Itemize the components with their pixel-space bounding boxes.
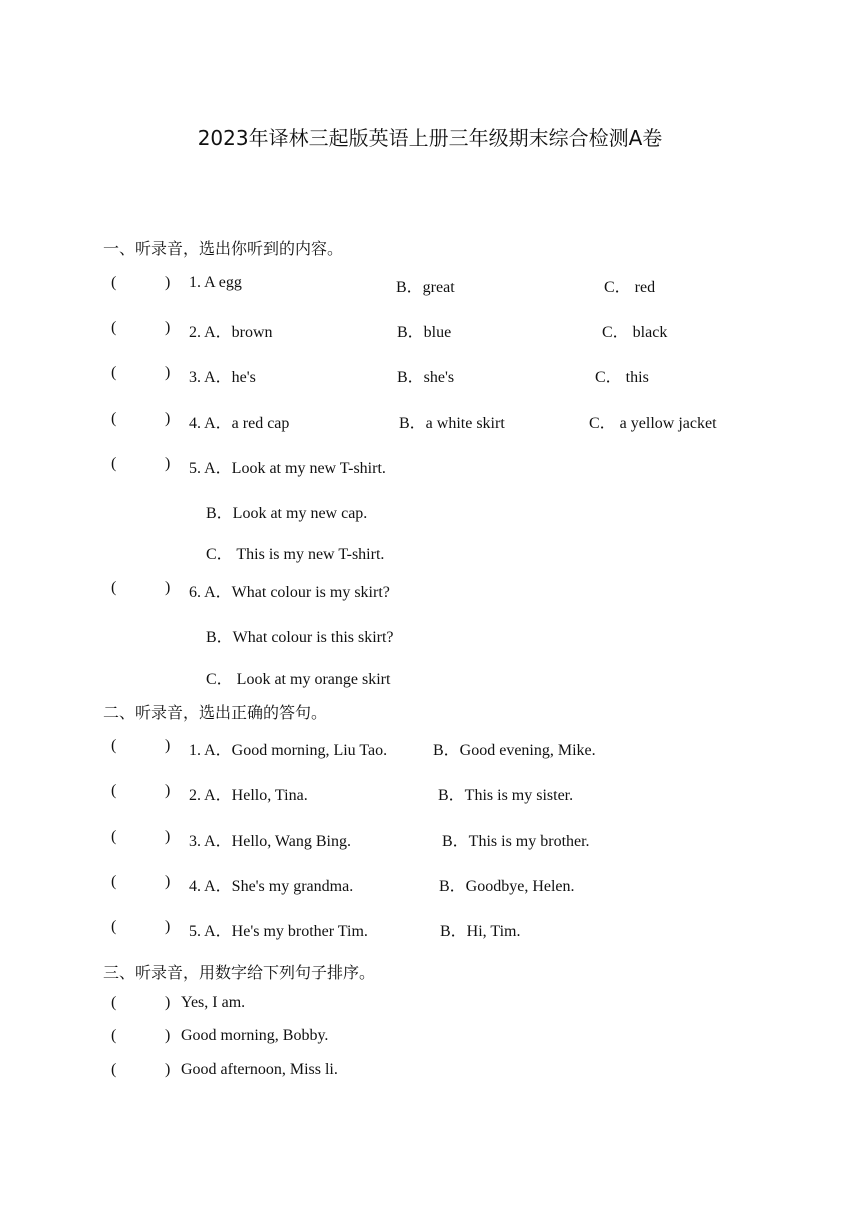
s3-sentence-2	[0, 1027, 860, 1049]
answer-paren-open: (	[111, 828, 117, 845]
answer-paren-open: (	[111, 1061, 117, 1078]
s3-sentence-text: Good afternoon, Miss li.	[181, 1061, 338, 1078]
answer-paren-open: (	[111, 455, 117, 472]
s1-q1-option-b: B．great	[396, 279, 455, 296]
answer-paren-close: )	[165, 364, 171, 381]
s1-question-2	[0, 319, 860, 341]
answer-paren-open: (	[111, 319, 117, 336]
s1-q3-option-b: B．she's	[397, 369, 455, 386]
s2-question-1	[0, 737, 860, 759]
s1-question-4	[0, 410, 860, 432]
answer-paren-close: )	[165, 579, 171, 596]
s1-q3-option-c: C． this	[595, 369, 649, 386]
answer-paren-open: (	[111, 782, 117, 799]
answer-paren-close: )	[165, 994, 171, 1011]
s3-sentence-text: Good morning, Bobby.	[181, 1027, 329, 1044]
answer-paren-open: (	[111, 737, 117, 754]
s1-q4-option-a: 4. A．a red cap	[189, 415, 290, 432]
answer-paren-open: (	[111, 918, 117, 935]
s1-q5-option-b: B．Look at my new cap.	[206, 505, 368, 522]
answer-paren-close: )	[165, 410, 171, 427]
s1-question-6	[0, 579, 860, 601]
s2-q2-option-b: B．This is my sister.	[438, 787, 574, 804]
s1-q6-option-a: 6. A．What colour is my skirt?	[189, 584, 390, 601]
s1-q2-option-b: B．blue	[397, 324, 452, 341]
answer-paren-close: )	[165, 274, 171, 291]
s1-q2-option-a: 2. A．brown	[189, 324, 273, 341]
s2-question-5	[0, 918, 860, 940]
s1-q1-option-c: C． red	[604, 279, 656, 296]
s3-sentence-3	[0, 1061, 860, 1083]
s1-q4-option-c: C． a yellow jacket	[589, 415, 717, 432]
answer-paren-open: (	[111, 410, 117, 427]
answer-paren-open: (	[111, 1027, 117, 1044]
answer-paren-open: (	[111, 364, 117, 381]
s3-sentence-1	[0, 994, 860, 1016]
s1-question-3	[0, 364, 860, 386]
s1-question-1	[0, 274, 860, 296]
s1-q5-option-c: C． This is my new T-shirt.	[206, 546, 385, 563]
answer-paren-close: )	[165, 918, 171, 935]
s2-question-3	[0, 828, 860, 850]
s2-q3-option-b: B．This is my brother.	[442, 833, 590, 850]
s2-question-2	[0, 782, 860, 804]
s1-q4-option-b: B．a white skirt	[399, 415, 505, 432]
answer-paren-close: )	[165, 455, 171, 472]
answer-paren-open: (	[111, 873, 117, 890]
s2-q5-option-b: B．Hi, Tim.	[440, 923, 521, 940]
s1-q6-option-c: C． Look at my orange skirt	[206, 671, 391, 688]
section-2-heading: 二、听录音，选出正确的答句。	[103, 703, 328, 722]
s2-question-4	[0, 873, 860, 895]
s2-q5-option-a: 5. A．He's my brother Tim.	[189, 923, 368, 940]
answer-paren-open: (	[111, 579, 117, 596]
answer-paren-close: )	[165, 1027, 171, 1044]
s1-q6-option-b: B．What colour is this skirt?	[206, 629, 394, 646]
s2-q2-option-a: 2. A．Hello, Tina.	[189, 787, 308, 804]
answer-paren-close: )	[165, 737, 171, 754]
s1-q2-option-c: C． black	[602, 324, 668, 341]
section-1-heading: 一、听录音，选出你听到的内容。	[103, 239, 344, 258]
s2-q4-option-a: 4. A．She's my grandma.	[189, 878, 354, 895]
s1-q3-option-a: 3. A．he's	[189, 369, 256, 386]
answer-paren-close: )	[165, 873, 171, 890]
s2-q1-option-b: B．Good evening, Mike.	[433, 742, 596, 759]
answer-paren-close: )	[165, 319, 171, 336]
s3-sentence-text: Yes, I am.	[181, 994, 246, 1011]
s2-q3-option-a: 3. A．Hello, Wang Bing.	[189, 833, 351, 850]
answer-paren-close: )	[165, 782, 171, 799]
answer-paren-close: )	[165, 1061, 171, 1078]
section-3-heading: 三、听录音，用数字给下列句子排序。	[103, 963, 376, 982]
page-title: 2023年译林三起版英语上册三年级期末综合检测A卷	[197, 126, 663, 150]
s1-q5-option-a: 5. A．Look at my new T-shirt.	[189, 460, 386, 477]
s2-q1-option-a: 1. A．Good morning, Liu Tao.	[189, 742, 388, 759]
answer-paren-close: )	[165, 828, 171, 845]
s1-question-5	[0, 455, 860, 477]
answer-paren-open: (	[111, 274, 117, 291]
s2-q4-option-b: B．Goodbye, Helen.	[439, 878, 575, 895]
s1-q1-option-a: 1. A egg	[189, 274, 242, 291]
answer-paren-open: (	[111, 994, 117, 1011]
